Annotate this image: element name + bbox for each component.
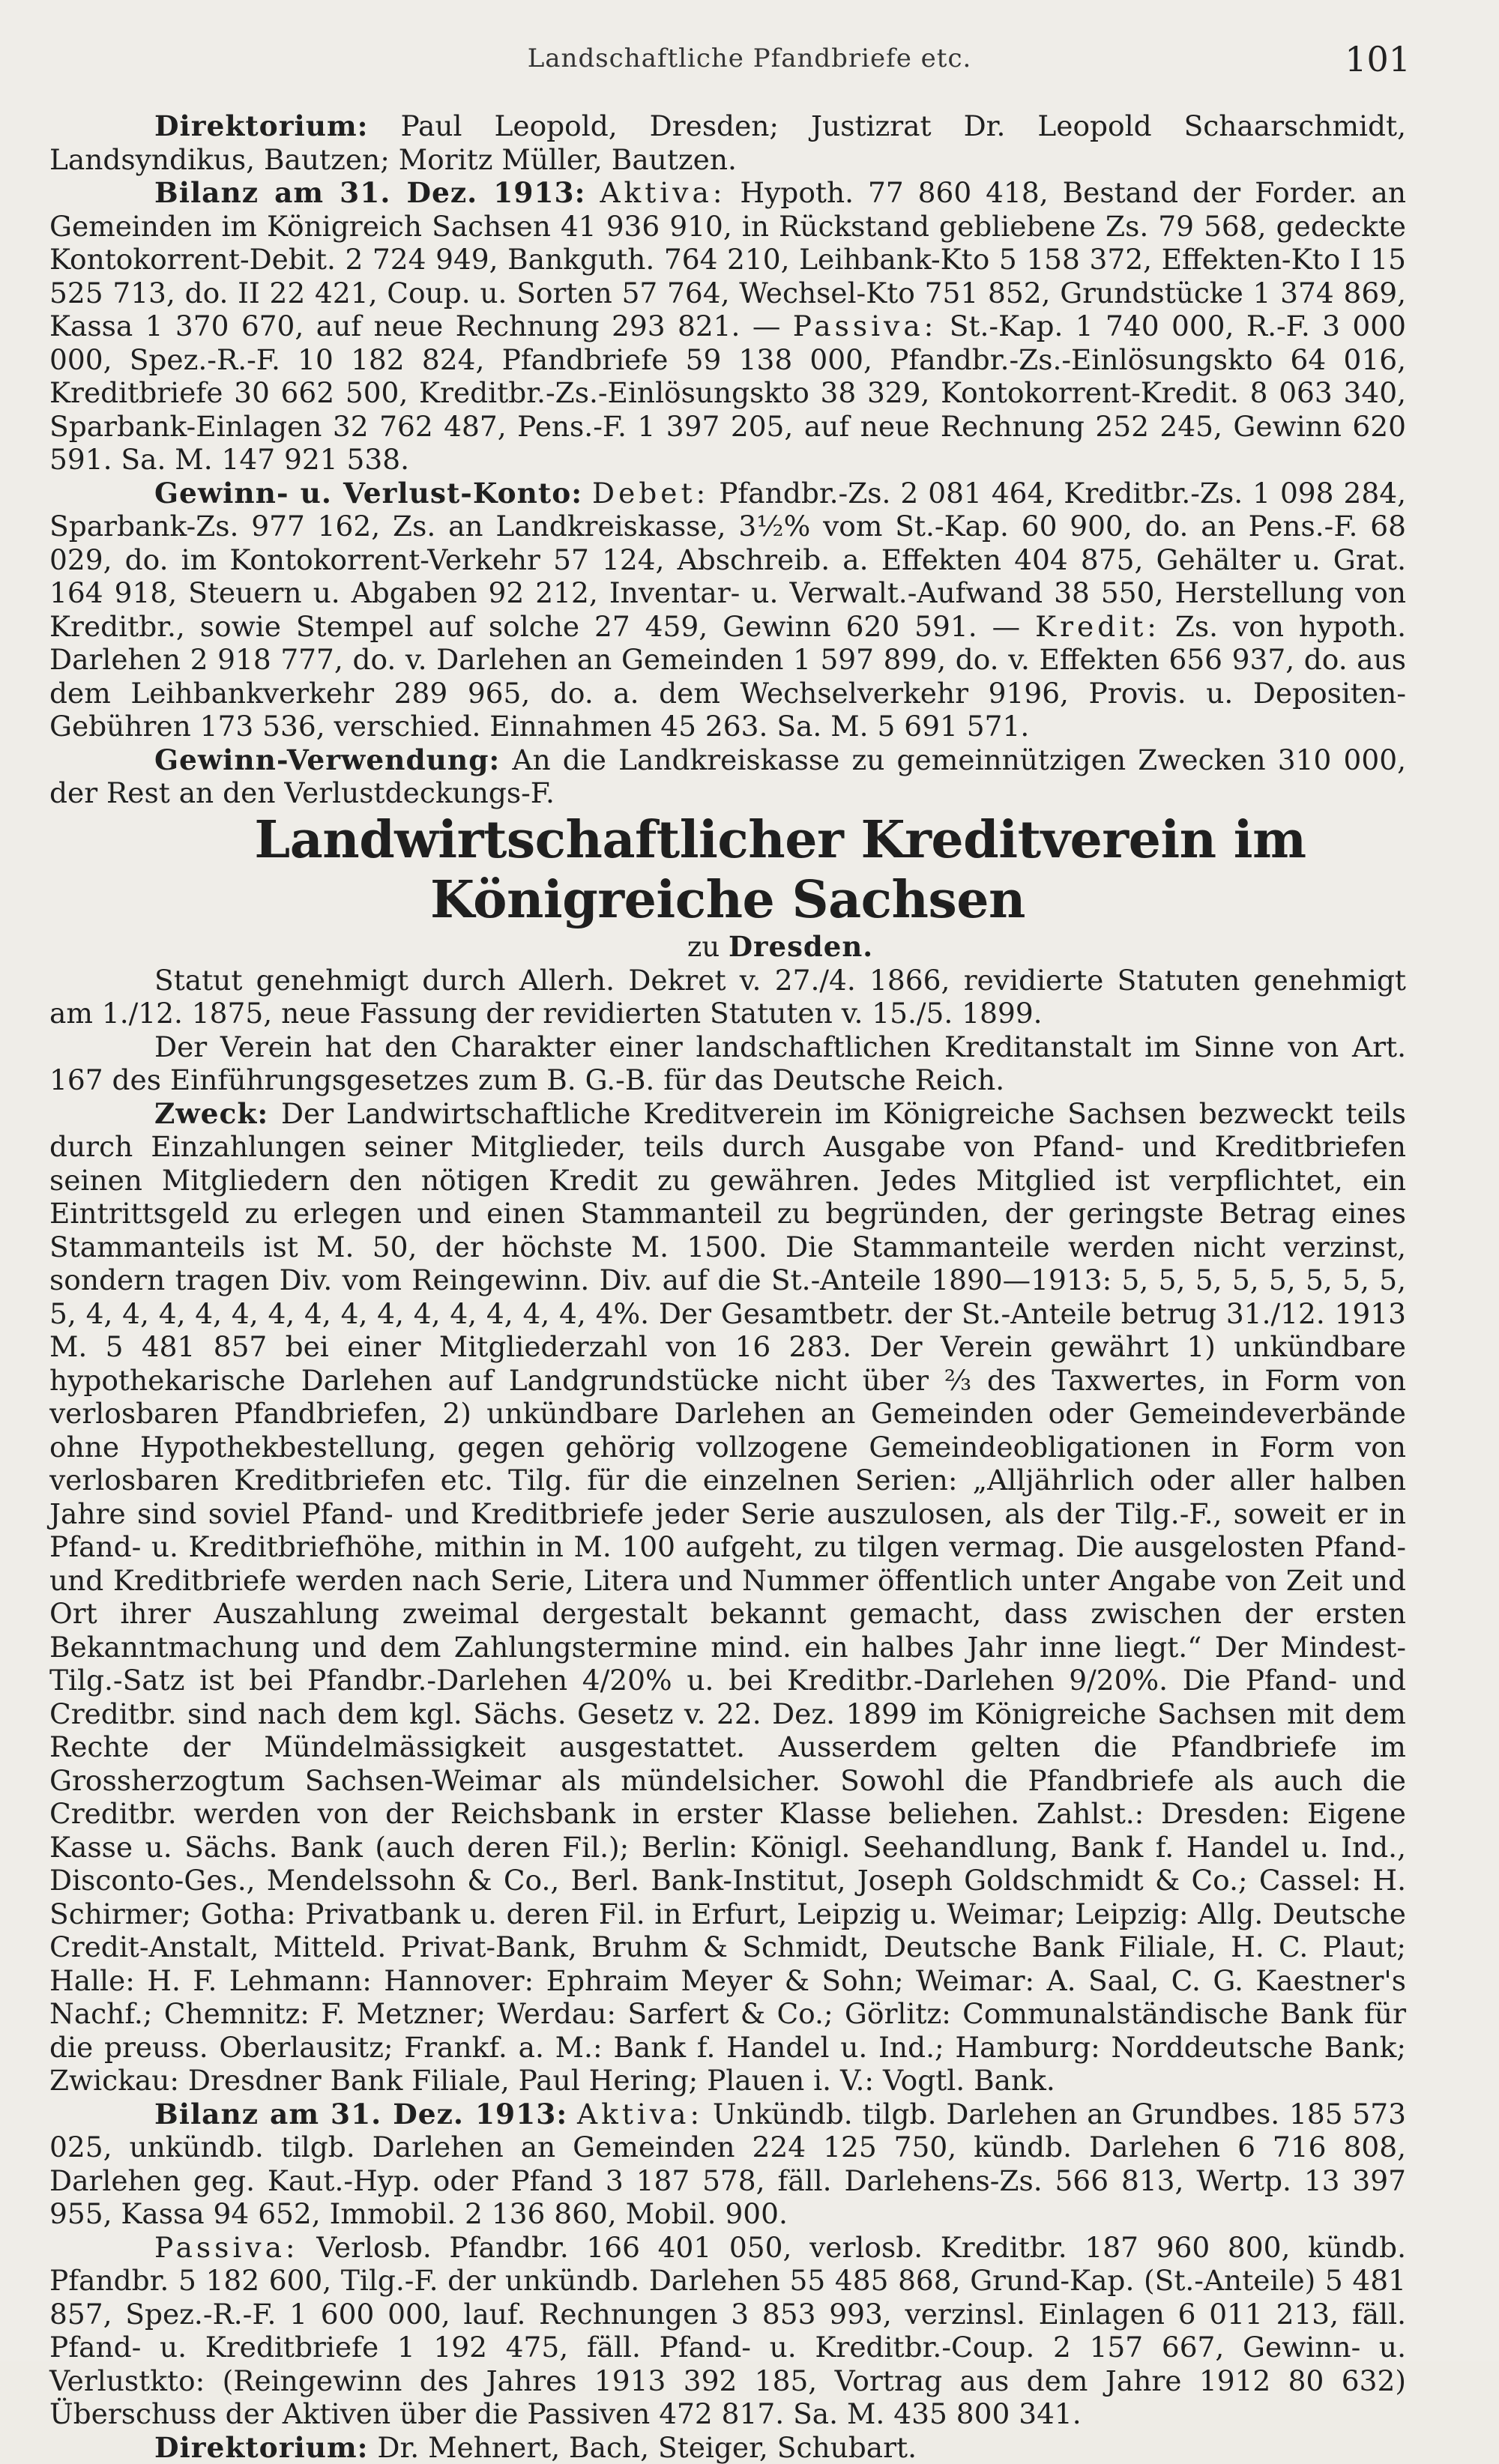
direktorium2-paragraph	[49, 2431, 1406, 2464]
direktorium-text: Paul Leopold, Dresden; Justizrat Dr. Leopold Schaarschmidt, Landsyndikus, Bautzen; Moritz Müller, Bautzen.	[49, 109, 1406, 176]
page-number: 101	[1345, 39, 1411, 79]
bilanz-label: Bilanz am 31. Dez. 1913:	[154, 176, 586, 209]
verwendung-paragraph	[49, 743, 1406, 810]
section-title: Landwirtschaftlicher Kreditverein im Königreiche Sachsen	[49, 810, 1406, 930]
passiva2-label: Passiva:	[154, 2231, 299, 2264]
direktorium2-label: Direktorium:	[154, 2431, 369, 2464]
bilanz-aktiva-text: Hypoth. 77 860 418, Bestand der Forder. an Gemeinden im Königreich Sachsen 41 936 910, in Rückstand gebliebene Zs. 79 568, gedeckte Kontokorrent-Debit. 2 724 949, Bankguth. 764 210, Leihbank-Kto 5 158 372, Effekten-Kto I 15 525 713, do. II 22 421, Coup. u. Sorten 57 764, Wechsel-Kto 751 852, Grundstücke 1 374 869, Kassa 1 370 670, auf neue Rechnung 293 821. —	[49, 176, 1406, 342]
bilanz2-aktiva-text: Unkündb. tilgb. Darlehen an Grundbes. 185 573 025, unkündb. tilgb. Darlehen an Gemeinden 224 125 750, kündb. Darlehen 6 716 808, Darlehen geg. Kaut.-Hyp. oder Pfand 3 187 578, fäll. Darlehens-Zs. 566 813, Wertp. 13 397 955, Kassa 94 652, Immobil. 2 136 860, Mobil. 900.	[49, 2098, 1406, 2231]
running-head	[0, 36, 1499, 88]
kredit-label: Kredit:	[1035, 610, 1160, 643]
aktiva-label: Aktiva:	[600, 176, 726, 209]
verwendung-label: Gewinn-Verwendung:	[154, 743, 500, 776]
guv-label: Gewinn- u. Verlust-Konto:	[154, 477, 582, 510]
verwendung-text: An die Landkreiskasse zu gemeinnützigen Zwecken 310 000, der Rest an den Verlustdeckungs-F.	[49, 743, 1406, 810]
guv-paragraph	[49, 477, 1406, 743]
section-sub-prefix: zu	[687, 931, 729, 963]
direktorium-paragraph	[49, 109, 1406, 176]
section-subtitle	[49, 930, 1406, 964]
running-title: Landschaftliche Pfandbriefe etc.	[0, 43, 1499, 73]
bilanz-paragraph	[49, 176, 1406, 477]
aktiva2-label: Aktiva:	[577, 2098, 703, 2131]
verein-paragraph: Der Verein hat den Charakter einer landschaftlichen Kreditanstalt im Sinne von Art. 167 des Einführungsgesetzes zum B. G.-B. für das Deutsche Reich.	[49, 1030, 1406, 1097]
zweck-paragraph	[49, 1097, 1406, 2098]
passiva2-paragraph	[49, 2231, 1406, 2431]
debet-label: Debet:	[592, 477, 709, 510]
statut-paragraph: Statut genehmigt durch Allerh. Dekret v. 27./4. 1866, revidierte Statuten genehmigt am 1./12. 1875, neue Fassung der revidierten Statuten v. 15./5. 1899.	[49, 964, 1406, 1030]
guv-debet-text: Pfandbr.-Zs. 2 081 464, Kreditbr.-Zs. 1 098 284, Sparbank-Zs. 977 162, Zs. an Landkreiskasse, 3½% vom St.-Kap. 60 900, do. an Pens.-F. 68 029, do. im Kontokorrent-Verkehr 57 124, Abschreib. a. Effekten 404 875, Gehälter u. Grat. 164 918, Steuern u. Abgaben 92 212, Inventar- u. Verwalt.-Aufwand 38 550, Herstellung von Kreditbr., sowie Stempel auf solche 27 459, Gewinn 620 591. —	[49, 477, 1406, 643]
bilanz2-label: Bilanz am 31. Dez. 1913:	[154, 2098, 567, 2131]
direktorium-label: Direktorium:	[154, 109, 369, 142]
page-body	[49, 109, 1406, 2464]
bilanz2-paragraph	[49, 2098, 1406, 2231]
passiva2-text: Verlosb. Pfandbr. 166 401 050, verlosb. Kreditbr. 187 960 800, kündb. Pfandbr. 5 182 600, Tilg.-F. der unkündb. Darlehen 55 485 868, Grund-Kap. (St.-Anteile) 5 481 857, Spez.-R.-F. 1 600 000, lauf. Rechnungen 3 853 993, verzinsl. Einlagen 6 011 213, fäll. Pfand- u. Kreditbriefe 1 192 475, fäll. Pfand- u. Kreditbr.-Coup. 2 157 667, Gewinn- u. Verlustkto: (Reingewinn des Jahres 1913 392 185, Vortrag aus dem Jahre 1912 80 632) Überschuss der Aktiven über die Passiven 472 817. Sa. M. 435 800 341.	[49, 2231, 1406, 2431]
zweck-label: Zweck:	[154, 1097, 268, 1130]
section-sub-city: Dresden.	[729, 930, 873, 963]
passiva-label: Passiva:	[793, 309, 938, 342]
zweck-text: Der Landwirtschaftliche Kreditverein im Königreiche Sachsen bezweckt teils durch Einzahlungen seiner Mitglieder, teils durch Ausgabe von Pfand- und Kreditbriefen seinen Mitgliedern den nötigen Kredit zu gewähren. Jedes Mitglied ist verpflichtet, ein Eintrittsgeld zu erlegen und einen Stammanteil zu begründen, der geringste Betrag eines Stammanteils ist M. 50, der höchste M. 1500. Die Stammanteile werden nicht verzinst, sondern tragen Div. vom Reingewinn. Div. auf die St.-Anteile 1890—1913: 5, 5, 5, 5, 5, 5, 5, 5, 5, 4, 4, 4, 4, 4, 4, 4, 4, 4, 4, 4, 4, 4, 4, 4%. Der Gesamtbetr. der St.-Anteile betrug 31./12. 1913 M. 5 481 857 bei einer Mitgliederzahl von 16 283. Der Verein gewährt 1) unkündbare hypothekarische Darlehen auf Landgrundstücke nicht über ⅔ des Taxwertes, in Form von verlosbaren Pfandbriefen, 2) unkündbare Darlehen an Gemeinden oder Gemeindeverbände ohne Hypothekbestellung, gegen gehörig vollzogene Gemeindeobligationen in Form von verlosbaren Kreditbriefen etc. Tilg. für die einzelnen Serien: „Alljährlich oder aller halben Jahre sind soviel Pfand- und Kreditbriefe jeder Serie auszulosen, als der Tilg.-F., soweit er in Pfand- u. Kreditbriefhöhe, mithin in M. 100 aufgeht, zu tilgen vermag. Die ausgelosten Pfand- und Kreditbriefe werden nach Serie, Litera und Nummer öffentlich unter Angabe von Zeit und Ort ihrer Auszahlung zweimal dergestalt bekannt gemacht, dass zwischen der ersten Bekanntmachung und dem Zahlungstermine mind. ein halbes Jahr inne liegt.“ Der Mindest-Tilg.-Satz ist bei Pfandbr.-Darlehen 4/20% u. bei Kreditbr.-Darlehen 9/20%. Die Pfand- und Creditbr. sind nach dem kgl. Sächs. Gesetz v. 22. Dez. 1899 im Königreiche Sachsen mit dem Rechte der Mündelmässigkeit ausgestattet. Ausserdem gelten die Pfandbriefe im Grossherzogtum Sachsen-Weimar als mündelsicher. Sowohl die Pfandbriefe als auch die Creditbr. werden von der Reichsbank in erster Klasse beliehen. Zahlst.: Dresden: Eigene Kasse u. Sächs. Bank (auch deren Fil.); Berlin: Königl. Seehandlung, Bank f. Handel u. Ind., Disconto-Ges., Mendelssohn & Co., Berl. Bank-Institut, Joseph Goldschmidt & Co.; Cassel: H. Schirmer; Gotha: Privatbank u. deren Fil. in Erfurt, Leipzig u. Weimar; Leipzig: Allg. Deutsche Credit-Anstalt, Mitteld. Privat-Bank, Bruhm & Schmidt, Deutsche Bank Filiale, H. C. Plaut; Halle: H. F. Lehmann: Hannover: Ephraim Meyer & Sohn; Weimar: A. Saal, C. G. Kaestner's Nachf.; Chemnitz: F. Metzner; Werdau: Sarfert & Co.; Görlitz: Communalständische Bank für die preuss. Oberlausitz; Frankf. a. M.: Bank f. Handel u. Ind.; Hamburg: Norddeutsche Bank; Zwickau: Dresdner Bank Filiale, Paul Hering; Plauen i. V.: Vogtl. Bank.	[49, 1097, 1406, 2098]
bilanz-passiva-text: St.-Kap. 1 740 000, R.-F. 3 000 000, Spez.-R.-F. 10 182 824, Pfandbriefe 59 138 000, Pfandbr.-Zs.-Einlösungskto 64 016, Kreditbriefe 30 662 500, Kreditbr.-Zs.-Einlösungskto 38 329, Kontokorrent-Kredit. 8 063 340, Sparbank-Einlagen 32 762 487, Pens.-F. 1 397 205, auf neue Rechnung 252 245, Gewinn 620 591. Sa. M. 147 921 538.	[49, 309, 1406, 476]
guv-kredit-text: Zs. von hypoth. Darlehen 2 918 777, do. v. Darlehen an Gemeinden 1 597 899, do. v. Effekten 656 937, do. aus dem Leihbankverkehr 289 965, do. a. dem Wechselverkehr 9196, Provis. u. Depositen-Gebühren 173 536, verschied. Einnahmen 45 263. Sa. M. 5 691 571.	[49, 610, 1406, 743]
direktorium2-text: Dr. Mehnert, Bach, Steiger, Schubart.	[369, 2431, 917, 2464]
